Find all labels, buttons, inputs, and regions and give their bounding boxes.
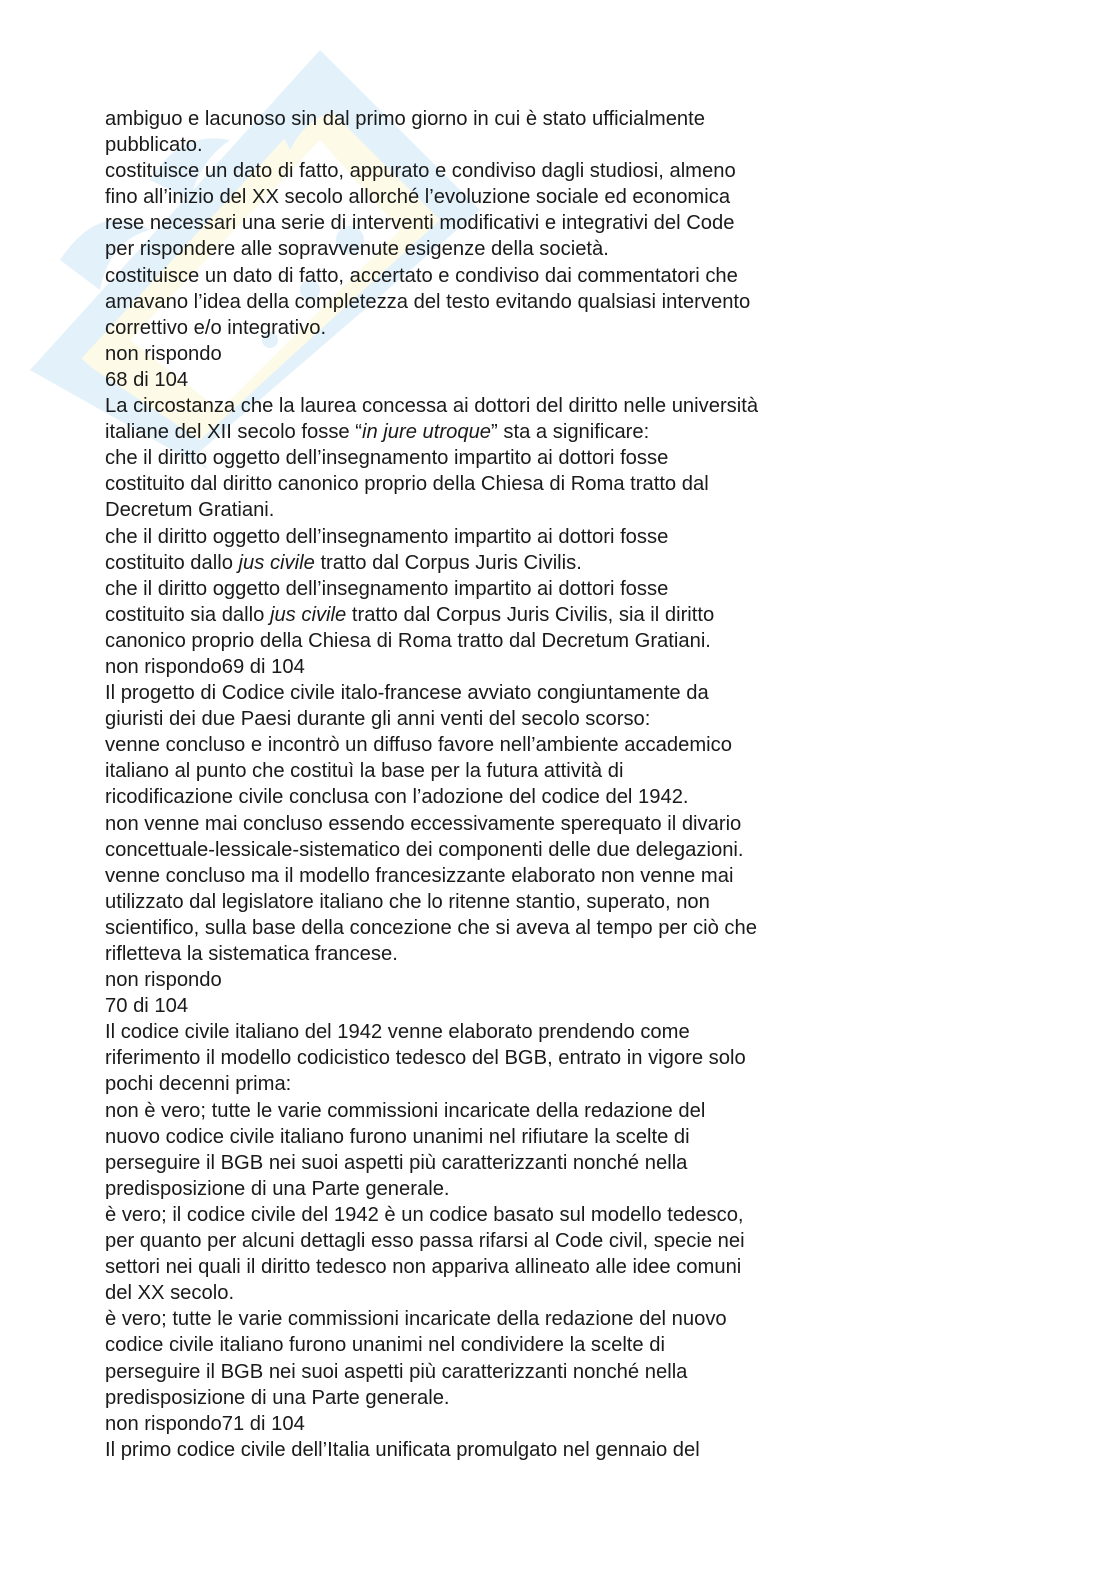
text-line: pubblicato. — [105, 134, 203, 157]
text-line: settori nei quali il diritto tedesco non appariva allineato alle idee comuni — [105, 1256, 742, 1279]
italic-term: jus civile — [238, 551, 315, 574]
text-line: italiano al punto che costituì la base per la futura attività di — [105, 760, 624, 783]
text-line: riferimento il modello codicistico tedesco del BGB, entrato in vigore solo — [105, 1047, 746, 1070]
text-line: perseguire il BGB nei suoi aspetti più caratterizzanti nonché nella — [105, 1360, 688, 1383]
text-line: non rispondo69 di 104 — [105, 655, 305, 678]
text-line: venne concluso ma il modello francesizzante elaborato non venne mai — [105, 864, 734, 887]
text-line: venne concluso e incontrò un diffuso favore nell’ambiente accademico — [105, 734, 732, 757]
text-line: che il diritto oggetto dell’insegnamento impartito ai dottori fosse — [105, 577, 669, 600]
document-body — [105, 106, 865, 1463]
text-line: Il primo codice civile dell’Italia unificata promulgato nel gennaio del — [105, 1438, 700, 1461]
text-line — [105, 550, 865, 576]
text-line: è vero; il codice civile del 1942 è un codice basato sul modello tedesco, — [105, 1203, 744, 1226]
text-line: non rispondo71 di 104 — [105, 1412, 305, 1435]
text-line: che il diritto oggetto dell’insegnamento impartito ai dottori fosse — [105, 525, 669, 548]
text-line: canonico proprio della Chiesa di Roma tratto dal Decretum Gratiani. — [105, 629, 711, 652]
text-line: perseguire il BGB nei suoi aspetti più caratterizzanti nonché nella — [105, 1151, 688, 1174]
text-line: Il codice civile italiano del 1942 venne elaborato prendendo come — [105, 1021, 690, 1044]
text-line — [105, 602, 865, 628]
text-line: predisposizione di una Parte generale. — [105, 1386, 450, 1409]
text-line: ricodificazione civile conclusa con l’adozione del codice del 1942. — [105, 786, 689, 809]
text-line: pochi decenni prima: — [105, 1073, 292, 1096]
text-line: è vero; tutte le varie commissioni incaricate della redazione del nuovo — [105, 1308, 727, 1331]
text-line: codice civile italiano furono unanimi nel condividere la scelte di — [105, 1334, 665, 1357]
text-line: giuristi dei due Paesi durante gli anni venti del secolo scorso: — [105, 708, 651, 731]
text-line: correttivo e/o integrativo. — [105, 316, 327, 339]
text-line: Il progetto di Codice civile italo-francese avviato congiuntamente da — [105, 682, 709, 705]
text-line: La circostanza che la laurea concessa ai dottori del diritto nelle università — [105, 395, 759, 418]
text-line: utilizzato dal legislatore italiano che lo ritenne stantio, superato, non — [105, 890, 710, 913]
text-line: rese necessari una serie di interventi modificativi e integrativi del Code — [105, 212, 735, 235]
text-segment: tratto dal Corpus Juris Civilis, sia il diritto — [346, 603, 715, 626]
text-line: non rispondo — [105, 342, 222, 365]
text-line: del XX secolo. — [105, 1282, 235, 1305]
text-line: ambiguo e lacunoso sin dal primo giorno in cui è stato ufficialmente — [105, 108, 705, 130]
text-line: Decretum Gratiani. — [105, 499, 275, 522]
text-line: costituisce un dato di fatto, appurato e condiviso dagli studiosi, almeno — [105, 160, 736, 183]
text-line: scientifico, sulla base della concezione che si aveva al tempo per ciò che — [105, 916, 757, 939]
text-segment: tratto dal Corpus Juris Civilis. — [314, 551, 582, 574]
text-line: non venne mai concluso essendo eccessivamente sperequato il divario — [105, 812, 742, 835]
text-line — [105, 419, 865, 445]
text-line: per rispondere alle sopravvenute esigenze della società. — [105, 238, 609, 261]
text-line: 70 di 104 — [105, 995, 189, 1018]
text-line: non è vero; tutte le varie commissioni incaricate della redazione del — [105, 1099, 706, 1122]
text-line: costituito dal diritto canonico proprio della Chiesa di Roma tratto dal — [105, 473, 709, 496]
text-line: nuovo codice civile italiano furono unanimi nel rifiutare la scelte di — [105, 1125, 690, 1148]
text-line: predisposizione di una Parte generale. — [105, 1177, 450, 1200]
text-line: per quanto per alcuni dettagli esso passa rifarsi al Code civil, specie nei — [105, 1230, 745, 1253]
text-segment: costituito sia dallo — [105, 603, 270, 626]
text-line: 68 di 104 — [105, 368, 189, 391]
italic-term: in jure utroque — [361, 421, 492, 444]
text-line: che il diritto oggetto dell’insegnamento impartito ai dottori fosse — [105, 447, 669, 470]
text-line: non rispondo — [105, 969, 222, 992]
text-segment: ” sta a significare: — [491, 421, 650, 444]
text-segment: italiane del XII secolo fosse “ — [105, 421, 362, 444]
italic-term: jus civile — [269, 603, 347, 626]
text-line: fino all’inizio del XX secolo allorché l’evoluzione sociale ed economica — [105, 186, 731, 209]
text-line: rifletteva la sistematica francese. — [105, 943, 398, 965]
text-line: amavano l’idea della completezza del testo evitando qualsiasi intervento — [105, 290, 751, 313]
text-line: concettuale-lessicale-sistematico dei componenti delle due delegazioni. — [105, 838, 744, 861]
text-line: costituisce un dato di fatto, accertato e condiviso dai commentatori che — [105, 264, 738, 287]
text-segment: costituito dallo — [105, 551, 239, 574]
